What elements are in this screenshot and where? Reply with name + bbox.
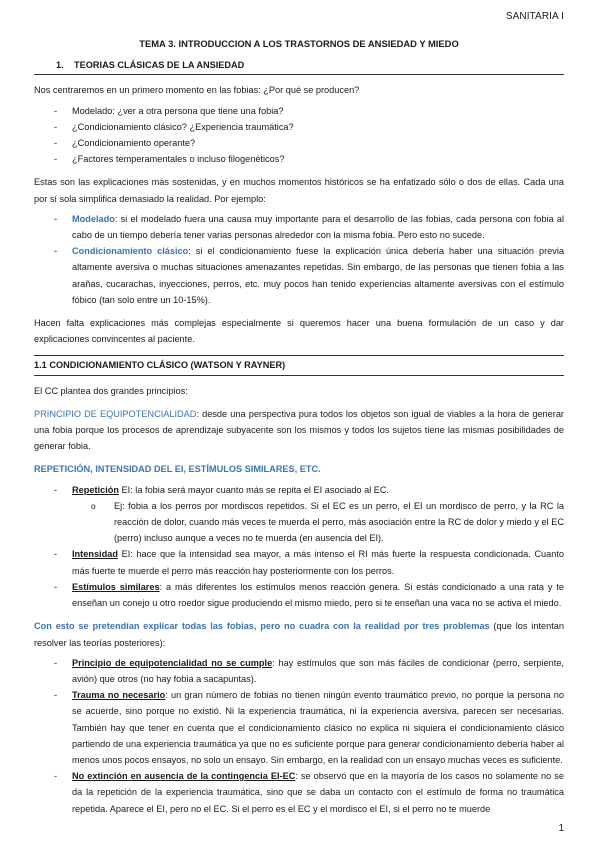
list-item	[34, 546, 564, 578]
principle-text: : desde una perspectiva pura todos los objetos son igual de viables a la hora de generar una fobia porque los procesos de aprendizaje subyacente son los mismos y todos los sujetos tiene las mismas posibilidades de generar fobia.	[34, 408, 564, 452]
problem-text: : un gran número de fobias no tienen ningún evento traumático previo, no porque la persona no se acuerde, sino porque no existió. Ni la experiencia traumática, ni la experiencia aversiva, parecen ser necesarias. También hay que tener en cuenta que el condicionamiento clásico no explica ni siquiera el condicionamiento clásico partiendo de una experiencia traumática ya que no es suficiente porque para generar condicionamiento debería haber al menos unos pocos ensayos, no solo un ensayo. Sin embargo, en la realidad con un ensayo muchas veces es suficiente.	[72, 690, 564, 765]
subsection-heading: 1.1 CONDICIONAMIENTO CLÁSICO (WATSON Y RAYNER)	[34, 355, 564, 375]
examples-list	[34, 211, 564, 308]
item-label: Intensidad	[72, 549, 118, 560]
principle-label: PRINCIPIO DE EQUIPOTENCIALIDAD	[34, 408, 197, 419]
problems-intro-label: Con esto se pretendían explicar todas las fobias, pero no cuadra con la realidad por tres problemas	[34, 621, 490, 632]
principle-heading	[34, 461, 564, 477]
section-number: 1.	[56, 60, 64, 71]
list-item: - ¿Condicionamiento clásico? ¿Experiencia traumática?	[34, 119, 564, 135]
section-heading	[34, 57, 564, 75]
principle-paragraph	[34, 406, 564, 455]
sub-list-item: o Ej: fobia a los perros por mordiscos repetidos. Si el EC es un perro, el EI un mordisco de perro, y la RC la reacción de dolor, cuando más veces te muerda el perro, más asociación entre la RC de dolor y miedo y el EC (perro) incluso aunque a veces no te muerda (en ausencia del EI).	[72, 498, 564, 547]
list-item	[34, 768, 564, 817]
document-body	[34, 36, 564, 817]
problem-label: Principio de equipotencialidad no se cumple	[72, 657, 273, 668]
principle-items-list	[34, 482, 564, 612]
questions-list	[34, 103, 564, 168]
problem-label: Trauma no necesario	[72, 690, 166, 701]
list-item: - ¿Condicionamiento operante?	[34, 135, 564, 151]
list-item	[34, 482, 564, 547]
example-label: Condicionamiento clásico	[72, 246, 189, 257]
problem-text: : hay estímulos que son más fáciles de condicionar (perro, serpiente, avión) que otros (no hay fobia a sacapuntas).	[72, 657, 564, 684]
list-item	[34, 579, 564, 611]
item-text: EI: hace que la intensidad sea mayor, a más intenso el RI más fuerte la respuesta condicionada. Cuanto más fuerte te muerde el perro más reacción hay posteriormente con los perros.	[72, 549, 564, 576]
example-label: Modelado	[72, 213, 115, 224]
header-subject: SANITARIA I	[505, 11, 564, 22]
item-label: Repetición	[72, 484, 119, 495]
item-text: EI: la fobia será mayor cuanto más se repita el EI asociado al EC.	[118, 484, 390, 495]
example-text: : si el modelado fuera una causa muy importante para el desarrollo de las fobias, cada persona con fobia al cabo de un tiempo debería tener varias personas alrededor con la misma fobia. Pero esto no sucede.	[72, 213, 564, 241]
intro-paragraph: Nos centraremos en un primero momento en las fobias: ¿Por qué se producen?	[34, 85, 360, 96]
list-item	[34, 687, 564, 768]
paragraph: Estas son las explicaciones más sostenidas, y en muchos momentos históricos se ha enfatizado sólo o dos de ellas. Cada una por sí sola simplifica demasiado la realidad. Por ejemplo:	[34, 177, 564, 204]
problems-intro-text: (que los intentan resolver las teorías posteriores):	[34, 621, 564, 648]
list-item	[34, 655, 564, 687]
list-item: - ¿Factores temperamentales o incluso filogenéticos?	[34, 151, 564, 167]
list-item	[34, 243, 564, 308]
sub-list	[72, 498, 564, 547]
problems-intro	[34, 618, 564, 650]
list-item	[34, 211, 564, 243]
principle-label: REPETICIÓN, INTENSIDAD DEL EI, ESTÍMULOS SIMILARES, ETC.	[34, 464, 321, 475]
list-item: - Modelado: ¿ver a otra persona que tiene una fobia?	[34, 103, 564, 119]
document-title: TEMA 3. INTRODUCCION A LOS TRASTORNOS DE ANSIEDAD Y MIEDO	[139, 38, 459, 49]
paragraph: El CC plantea dos grandes principios:	[34, 385, 188, 396]
item-label: Estímulos similares	[72, 581, 160, 592]
item-text: : a más diferentes los estímulos menos reacción genera. Si estás condicionado a una rata y te enseñan un conejo u otro roedor sigue produciendo el mismo miedo, pero si te enseñan una vaca no se activa el miedo.	[72, 581, 564, 609]
problems-list	[34, 655, 564, 817]
problem-text: : se observó que en la mayoría de los casos no solamente no se da la repetición de la experiencia traumática, sino que se daba un contacto con el estímulo de forma no traumática repetida. Aparece el EI, pero no el EC. Si el perro es el EC y el mordisco el EI, si el perro no te muerde	[72, 771, 565, 814]
problem-label: No extinción en ausencia de la contingencia EI-EC	[72, 771, 296, 782]
page-number: 1	[558, 823, 564, 834]
example-text: : si el condicionamiento fuese la explicación única debería haber una situación previa altamente aversiva o muchas situaciones amenazantes repetidas. Sin embargo, de las personas que tienen fobia a las arañas, cucarachas, inyecciones, perros, etc. muy pocos han tenido experiencias altamente aversivas con el estímulo fóbico (tan solo entre un 10-15%).	[72, 246, 565, 305]
section-title: TEORIAS CLÁSICAS DE LA ANSIEDAD	[74, 60, 245, 71]
paragraph: Hacen falta explicaciones más complejas especialmente si queremos hacer una buena formulación de un caso y dar explicaciones convincentes al paciente.	[34, 318, 564, 345]
